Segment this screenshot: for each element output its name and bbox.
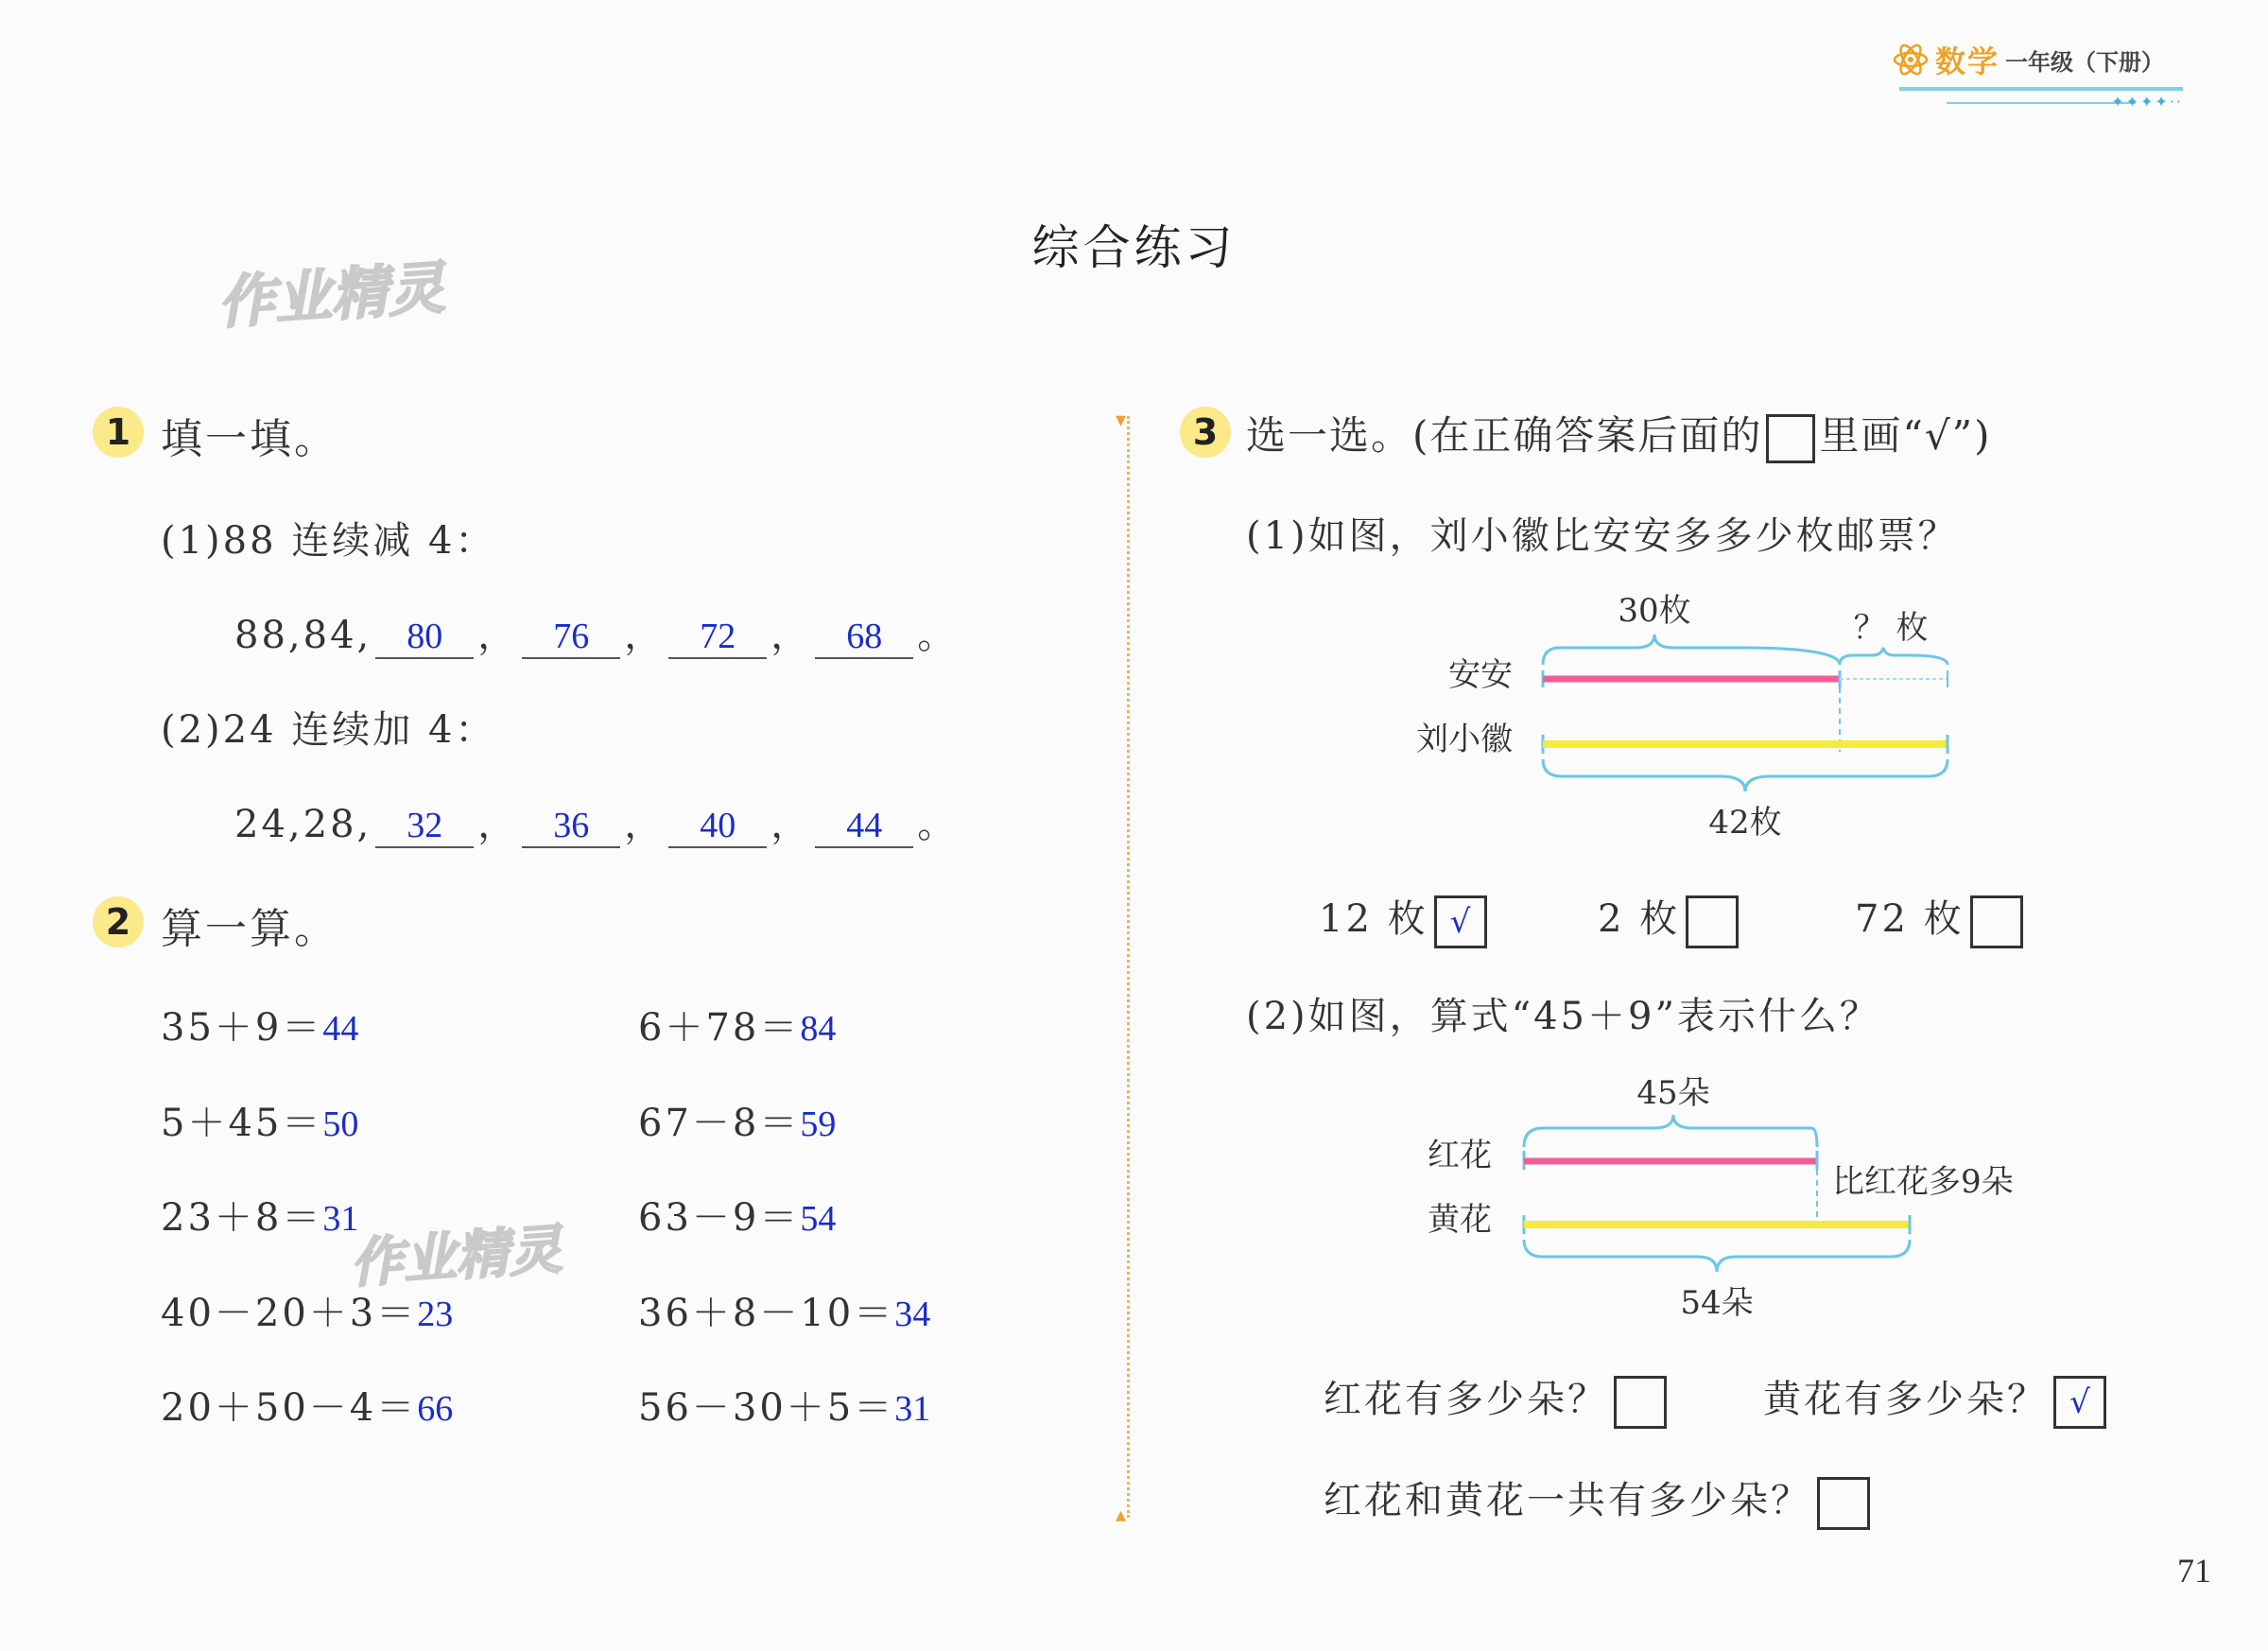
comma: ，	[624, 803, 666, 846]
row-label-red: 红花	[1428, 1137, 1492, 1174]
equation-answer[interactable]: 23	[417, 1295, 454, 1334]
header-underline-thin	[1947, 102, 2136, 104]
grade-label: 一年级（下册）	[2005, 48, 2164, 76]
answer-value: 80	[407, 617, 443, 656]
answer-value: 40	[700, 806, 736, 845]
diagram-unknown-label: ？ 枚	[1853, 609, 1929, 647]
equation	[638, 998, 836, 1051]
equation-answer[interactable]: 44	[322, 1009, 359, 1049]
row-label-yellow: 黄花	[1428, 1201, 1492, 1239]
answer-blank[interactable]	[375, 614, 474, 659]
answer-blank[interactable]	[522, 614, 620, 659]
equation	[161, 1378, 453, 1432]
equation-answer[interactable]: 84	[800, 1009, 837, 1049]
option	[1598, 889, 1739, 948]
row-label-anan: 安安	[1448, 656, 1513, 694]
answer-value: 32	[407, 806, 443, 845]
divider-top-ornament: ▾	[1116, 408, 1127, 432]
option	[1319, 889, 1487, 948]
flower-diagram	[1380, 1064, 2099, 1338]
diagram-side-label: 比红花多9朵	[1832, 1163, 2014, 1201]
header-underline	[1899, 87, 2183, 91]
option-label: 红花有多少朵？	[1324, 1378, 1608, 1421]
answer-value: 36	[553, 806, 590, 845]
diagram-bottom-label: 54朵	[1680, 1284, 1754, 1322]
equation-expression: 23＋8＝	[161, 1196, 323, 1240]
question-prompt: 填一填。	[161, 415, 338, 463]
equation-expression: 35＋9＝	[161, 1006, 323, 1050]
equation-expression: 40－20＋3＝	[161, 1292, 418, 1335]
example-box	[1766, 414, 1815, 463]
option	[1855, 889, 2023, 948]
bottom-brace	[1543, 759, 1948, 791]
equation-expression: 63－9＝	[638, 1196, 801, 1240]
page-title: 综合练习	[1031, 220, 1237, 275]
equation	[161, 1283, 453, 1337]
option	[1324, 1470, 1870, 1530]
answer-blank[interactable]	[668, 614, 767, 659]
answer-checkbox[interactable]	[1817, 1477, 1870, 1530]
equation-answer[interactable]: 31	[894, 1389, 931, 1429]
comma: ，	[624, 614, 666, 657]
equation-expression: 36＋8－10＝	[638, 1292, 895, 1335]
answer-value: 72	[700, 617, 736, 656]
option-label: 黄花有多少朵？	[1763, 1378, 2048, 1421]
bottom-brace	[1524, 1240, 1910, 1272]
diagram-top-label: 30枚	[1618, 592, 1691, 630]
period: 。	[917, 614, 959, 657]
sequence-given: 24,28,	[234, 803, 372, 846]
sub-question-label: (2)如图，算式“45＋9”表示什么？	[1246, 995, 1880, 1038]
header-stars: ✦✦✦✦··	[2111, 93, 2183, 111]
option-label: 红花和黄花一共有多少朵？	[1324, 1479, 1811, 1522]
watermark: 作业精灵	[348, 1219, 564, 1295]
top-brace	[1524, 1115, 1817, 1147]
top-brace	[1543, 634, 1840, 665]
watermark: 作业精灵	[216, 254, 447, 338]
comma: ，	[477, 614, 519, 657]
answer-blank[interactable]	[522, 803, 620, 848]
equation-answer[interactable]: 34	[894, 1295, 931, 1334]
sub-question-label: (1)如图，刘小徽比安安多多少枚邮票？	[1246, 514, 1959, 558]
answer-blank[interactable]	[668, 803, 767, 848]
divider-bottom-ornament: ▴	[1116, 1503, 1127, 1527]
equation	[161, 1093, 358, 1147]
answer-value: 44	[846, 806, 883, 845]
equation	[638, 1093, 836, 1147]
subject-label: 数学	[1934, 43, 2000, 79]
equation-expression: 67－8＝	[638, 1102, 801, 1145]
equation	[638, 1283, 930, 1337]
option	[1763, 1369, 2106, 1429]
unknown-brace	[1840, 648, 1948, 665]
equation-answer[interactable]: 59	[800, 1104, 837, 1144]
sub-question-label: (2)24 连续加 4：	[161, 708, 496, 752]
equation	[161, 1188, 358, 1242]
comma: ，	[477, 803, 519, 846]
column-divider	[1127, 416, 1130, 1518]
equation-expression: 20＋50－4＝	[161, 1386, 418, 1430]
equation	[161, 998, 358, 1051]
question-prompt	[1246, 405, 1991, 463]
answer-checkbox[interactable]	[1686, 895, 1739, 948]
answer-checkbox[interactable]: √	[2053, 1376, 2106, 1429]
answer-blank[interactable]	[815, 803, 913, 848]
diagram-top-label: 45朵	[1636, 1074, 1710, 1112]
comma: ，	[770, 614, 812, 657]
equation-answer[interactable]: 54	[800, 1199, 837, 1239]
period: 。	[917, 803, 959, 846]
equation	[638, 1378, 930, 1432]
equation-expression: 56－30＋5＝	[638, 1386, 895, 1430]
atom-icon	[1892, 41, 1930, 78]
comma: ，	[770, 803, 812, 846]
prompt-text-end: 里画“√”)	[1819, 412, 1992, 459]
answer-checkbox[interactable]	[1614, 1376, 1667, 1429]
page-number: 71	[2177, 1552, 2211, 1590]
question-number-badge: 2	[93, 896, 144, 947]
equation-expression: 5＋45＝	[161, 1102, 323, 1145]
answer-checkbox[interactable]	[1970, 895, 2023, 948]
equation-answer[interactable]: 66	[417, 1389, 454, 1429]
sequence-row	[234, 605, 958, 659]
equation-answer[interactable]: 31	[322, 1199, 359, 1239]
question-number-badge: 1	[93, 407, 144, 458]
sub-question-label: (1)88 连续减 4：	[161, 519, 496, 563]
answer-checkbox[interactable]: √	[1434, 895, 1487, 948]
book-header	[1892, 38, 2164, 81]
option-label: 72 枚	[1855, 897, 1965, 941]
option-label: 12 枚	[1319, 897, 1428, 941]
prompt-text: 选一选。(在正确答案后面的	[1246, 412, 1763, 459]
row-label-liuxiaohui: 刘小徽	[1416, 721, 1513, 758]
stamp-diagram	[1380, 582, 1966, 846]
answer-blank[interactable]	[815, 614, 913, 659]
option	[1324, 1369, 1667, 1429]
equation-expression: 6＋78＝	[638, 1006, 801, 1050]
answer-blank[interactable]	[375, 803, 474, 848]
sequence-given: 88,84,	[234, 614, 372, 657]
answer-value: 76	[553, 617, 590, 656]
answer-value: 68	[846, 617, 883, 656]
equation	[638, 1188, 836, 1242]
diagram-bottom-label: 42枚	[1708, 804, 1782, 842]
option-label: 2 枚	[1598, 897, 1681, 941]
sequence-row	[234, 794, 958, 848]
equation-answer[interactable]: 50	[322, 1104, 359, 1144]
question-number-badge: 3	[1180, 407, 1231, 458]
question-prompt: 算一算。	[161, 905, 338, 953]
